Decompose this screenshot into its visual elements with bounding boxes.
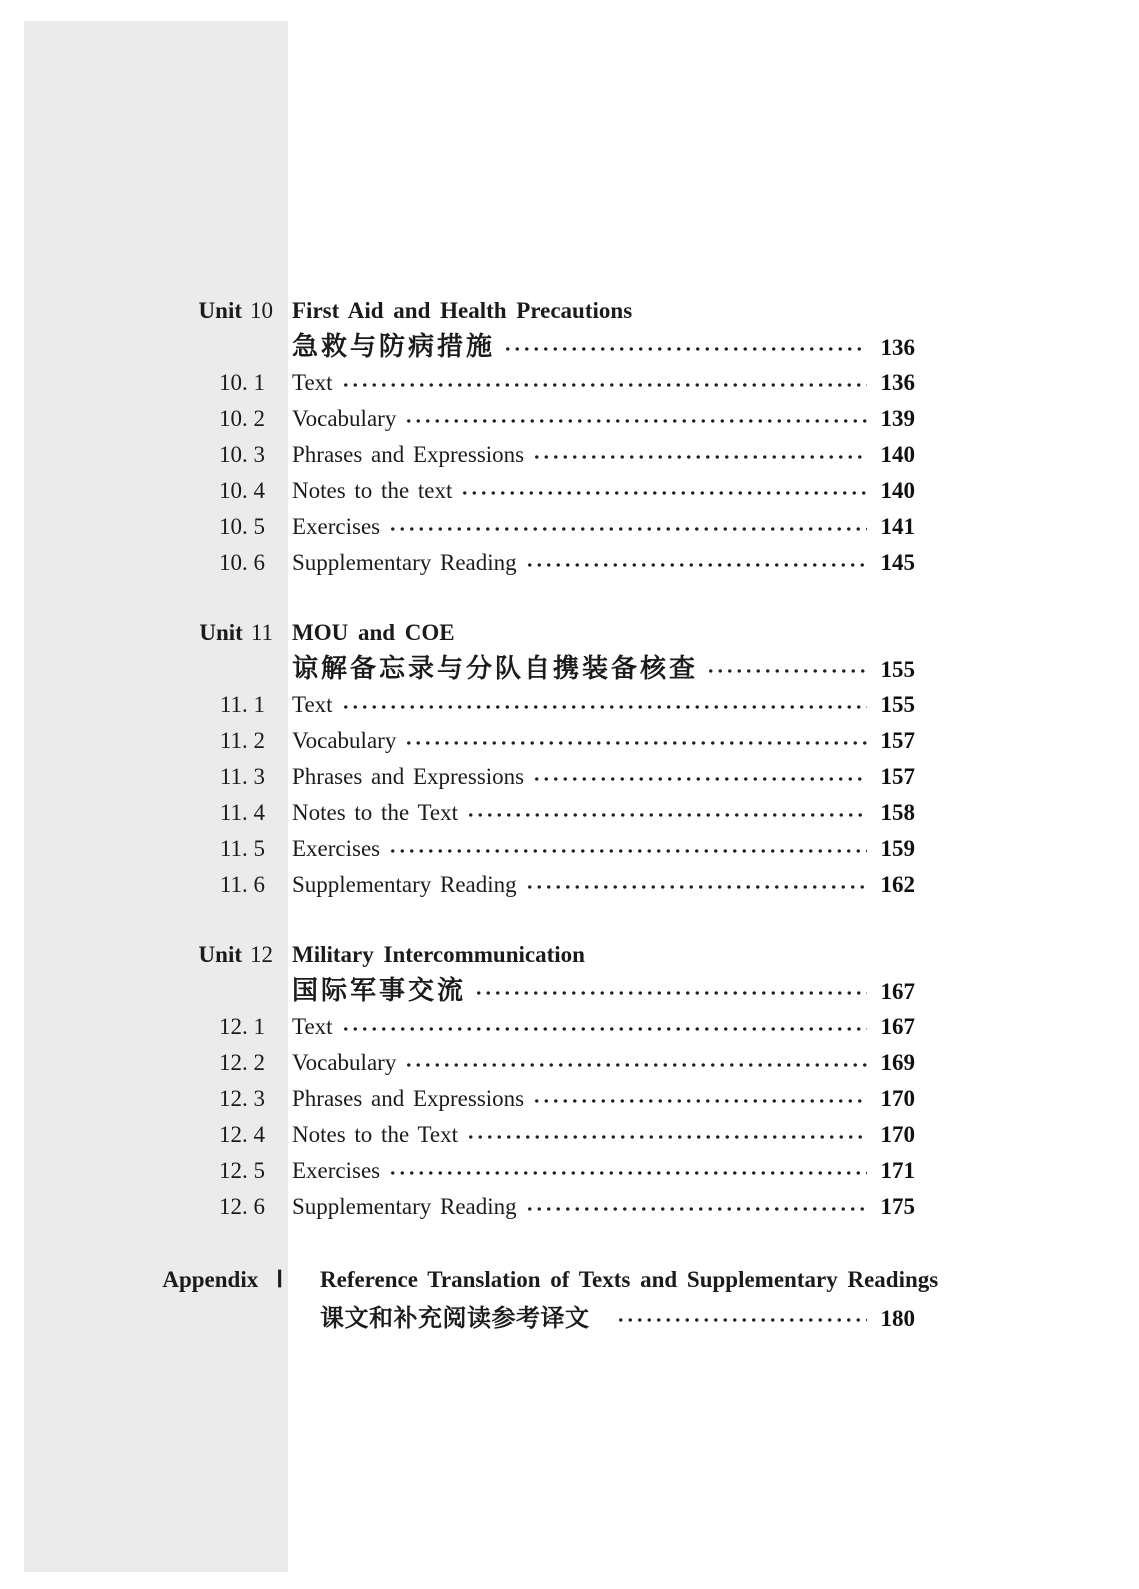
unit-12-section — [0, 937, 915, 1225]
entry-title: Notes to the text — [292, 478, 453, 503]
entry-title: Exercises — [292, 514, 381, 539]
entry-title: Supplementary Reading — [292, 872, 517, 897]
toc-entry-row — [0, 401, 915, 437]
unit-label-number: 10 — [250, 298, 273, 323]
page-number: 167 — [880, 1014, 915, 1039]
entry-number: 12. 1 — [219, 1014, 265, 1039]
entry-title: Exercises — [292, 836, 381, 861]
page-number: 171 — [880, 1158, 915, 1183]
toc-entry-row — [0, 365, 915, 401]
entry-number: 10. 6 — [219, 550, 265, 575]
dot-leader — [388, 524, 867, 534]
toc-entry-row — [0, 831, 915, 867]
entry-title: Supplementary Reading — [292, 1194, 517, 1219]
entry-title: Exercises — [292, 1158, 381, 1183]
unit-label — [0, 615, 273, 651]
unit-title: First Aid and Health Precautions — [292, 298, 633, 323]
table-of-contents — [0, 293, 939, 1337]
page-number: 180 — [880, 1306, 915, 1331]
entry-number: 11. 5 — [219, 836, 265, 861]
entry-title: Phrases and Expressions — [292, 442, 525, 467]
entry-number: 11. 1 — [219, 692, 265, 717]
dot-leader — [532, 452, 867, 462]
entry-title: Supplementary Reading — [292, 550, 517, 575]
page-number: 141 — [880, 514, 915, 539]
unit-heading-row — [0, 293, 915, 329]
dot-leader — [460, 488, 867, 498]
dot-leader — [525, 1204, 867, 1214]
entry-title: Notes to the Text — [292, 800, 459, 825]
toc-entry-row — [0, 1081, 915, 1117]
entry-number: 12. 5 — [219, 1158, 265, 1183]
entry-number: 10. 2 — [219, 406, 265, 431]
dot-leader — [404, 416, 867, 426]
toc-entry-row — [0, 437, 915, 473]
appendix-heading-row — [0, 1261, 939, 1299]
toc-entry-row — [0, 687, 915, 723]
toc-entry-row — [0, 1153, 915, 1189]
page-number: 139 — [880, 406, 915, 431]
dot-leader — [404, 738, 867, 748]
entry-number: 11. 3 — [219, 764, 265, 789]
toc-entry-row — [0, 473, 915, 509]
toc-entry-row — [0, 1189, 915, 1225]
unit-label-word: Unit — [199, 620, 243, 645]
page-number: 175 — [880, 1194, 915, 1219]
dot-leader — [532, 774, 867, 784]
unit-10-section — [0, 293, 915, 581]
unit-label-word: Unit — [198, 942, 242, 967]
appendix-title: Reference Translation of Texts and Supplementary Readings — [320, 1267, 939, 1292]
entry-title: Vocabulary — [292, 1050, 397, 1075]
dot-leader — [388, 846, 867, 856]
page-number: 157 — [880, 764, 915, 789]
dot-leader — [466, 1132, 867, 1142]
unit-label — [0, 937, 273, 973]
dot-leader — [706, 666, 867, 676]
page-number: 155 — [880, 657, 915, 682]
toc-entry-row — [0, 545, 915, 581]
page-number: 140 — [880, 442, 915, 467]
unit-subtitle-cn: 谅解备忘录与分队自携装备核查 — [292, 654, 699, 684]
entry-title: Text — [292, 1014, 333, 1039]
entry-title: Vocabulary — [292, 406, 397, 431]
page-number: 167 — [880, 979, 915, 1004]
entry-title: Phrases and Expressions — [292, 1086, 525, 1111]
unit-label — [0, 293, 273, 329]
unit-label-number: 12 — [250, 942, 273, 967]
page-number: 136 — [880, 370, 915, 395]
entry-title: Text — [292, 370, 333, 395]
entry-title: Text — [292, 692, 333, 717]
dot-leader — [341, 702, 867, 712]
dot-leader — [616, 1315, 868, 1325]
unit-label-number: 11 — [250, 620, 273, 645]
appendix-subtitle-cn: 课文和补充阅读参考译文 — [320, 1304, 590, 1332]
dot-leader — [341, 1024, 867, 1034]
page-number: 145 — [880, 550, 915, 575]
dot-leader — [525, 882, 867, 892]
entry-title: Phrases and Expressions — [292, 764, 525, 789]
page-number: 140 — [880, 478, 915, 503]
toc-entry-row — [0, 1009, 915, 1045]
page-number: 136 — [880, 335, 915, 360]
unit-label-word: Unit — [198, 298, 242, 323]
toc-entry-row — [0, 509, 915, 545]
unit-title: Military Intercommunication — [292, 942, 585, 967]
toc-entry-row — [0, 1045, 915, 1081]
page-number: 170 — [880, 1122, 915, 1147]
appendix-label-numeral: Ⅰ — [276, 1267, 283, 1292]
entry-number: 12. 2 — [219, 1050, 265, 1075]
unit-subtitle-cn: 急救与防病措施 — [292, 332, 496, 362]
dot-leader — [404, 1060, 867, 1070]
entry-number: 11. 6 — [219, 872, 265, 897]
page-number: 158 — [880, 800, 915, 825]
entry-number: 10. 4 — [219, 478, 265, 503]
dot-leader — [525, 560, 867, 570]
appendix-label — [0, 1261, 283, 1299]
appendix-subtitle-row — [0, 1299, 915, 1337]
entry-number: 12. 6 — [219, 1194, 265, 1219]
toc-entry-row — [0, 867, 915, 903]
toc-entry-row — [0, 795, 915, 831]
unit-subtitle-row — [0, 973, 915, 1009]
appendix-label-word: Appendix — [162, 1267, 259, 1292]
toc-entry-row — [0, 759, 915, 795]
page-number: 169 — [880, 1050, 915, 1075]
appendix-section — [0, 1261, 939, 1337]
entry-title: Notes to the Text — [292, 1122, 459, 1147]
toc-entry-row — [0, 723, 915, 759]
unit-subtitle-row — [0, 329, 915, 365]
dot-leader — [341, 380, 867, 390]
entry-number: 11. 2 — [219, 728, 265, 753]
page-number: 170 — [880, 1086, 915, 1111]
entry-number: 10. 5 — [219, 514, 265, 539]
entry-title: Vocabulary — [292, 728, 397, 753]
dot-leader — [503, 344, 867, 354]
dot-leader — [466, 810, 867, 820]
toc-entry-row — [0, 1117, 915, 1153]
page-number: 162 — [880, 872, 915, 897]
entry-number: 10. 1 — [219, 370, 265, 395]
unit-subtitle-cn: 国际军事交流 — [292, 976, 467, 1006]
entry-number: 10. 3 — [219, 442, 265, 467]
dot-leader — [474, 988, 867, 998]
unit-heading-row — [0, 615, 915, 651]
unit-title: MOU and COE — [292, 620, 455, 645]
entry-number: 12. 3 — [219, 1086, 265, 1111]
unit-subtitle-row — [0, 651, 915, 687]
unit-11-section — [0, 615, 915, 903]
page-number: 155 — [880, 692, 915, 717]
entry-number: 11. 4 — [219, 800, 265, 825]
unit-heading-row — [0, 937, 915, 973]
page-number: 159 — [880, 836, 915, 861]
dot-leader — [532, 1096, 867, 1106]
entry-number: 12. 4 — [219, 1122, 265, 1147]
page-number: 157 — [880, 728, 915, 753]
dot-leader — [388, 1168, 867, 1178]
